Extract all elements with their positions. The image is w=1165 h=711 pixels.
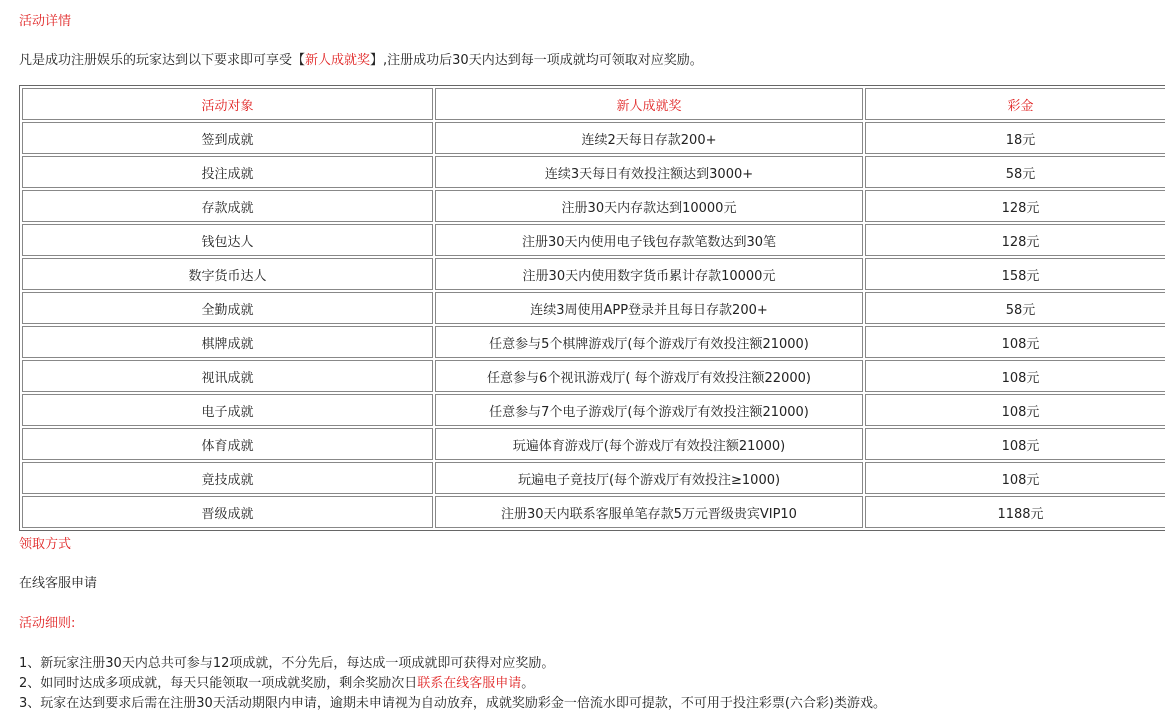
cell-requirement: 连续2天每日存款200+ [435, 122, 863, 154]
intro-text-before: 凡是成功注册娱乐的玩家达到以下要求即可享受【 [19, 53, 306, 68]
cell-target: 体育成就 [22, 428, 433, 460]
intro-highlight-award-name: 新人成就奖 [305, 53, 371, 68]
cell-requirement: 任意参与7个电子游戏厅(每个游戏厅有效投注额21000) [435, 394, 863, 426]
cell-target: 棋牌成就 [22, 326, 433, 358]
cell-requirement: 玩遍体育游戏厅(每个游戏厅有效投注额21000) [435, 428, 863, 460]
table-row [22, 360, 1165, 392]
cell-requirement: 注册30天内使用数字货币累计存款10000元 [435, 258, 863, 290]
cell-target: 签到成就 [22, 122, 433, 154]
cell-requirement: 注册30天内存款达到10000元 [435, 190, 863, 222]
cell-target: 投注成就 [22, 156, 433, 188]
header-bonus: 彩金 [865, 88, 1165, 120]
cell-bonus: 128元 [865, 224, 1165, 256]
cell-target: 全勤成就 [22, 292, 433, 324]
cell-bonus: 1188元 [865, 496, 1165, 528]
table-row [22, 428, 1165, 460]
rule-item-1: 1、新玩家注册30天内总共可参与12项成就，不分先后，每达成一项成就即可获得对应奖励。 [19, 656, 555, 671]
claim-method-heading: 领取方式 [19, 537, 72, 552]
rule-2-text-after: 。 [521, 676, 535, 691]
table-row [22, 462, 1165, 494]
achievement-rewards-table [19, 85, 1165, 531]
cell-bonus: 108元 [865, 428, 1165, 460]
table-row [22, 122, 1165, 154]
cell-requirement: 任意参与5个棋牌游戏厅(每个游戏厅有效投注额21000) [435, 326, 863, 358]
cell-bonus: 158元 [865, 258, 1165, 290]
cell-target: 视讯成就 [22, 360, 433, 392]
table-row [22, 496, 1165, 528]
contact-support-highlight: 联系在线客服申请 [417, 676, 522, 691]
rules-heading: 活动细则: [19, 616, 76, 631]
cell-target: 数字货币达人 [22, 258, 433, 290]
rule-2-text-before: 2、如同时达成多项成就，每天只能领取一项成就奖励，剩余奖励次日 [19, 676, 418, 691]
rule-item-2 [19, 672, 534, 691]
table-row [22, 326, 1165, 358]
claim-method-text: 在线客服申请 [19, 576, 98, 591]
table-row [22, 156, 1165, 188]
cell-bonus: 108元 [865, 360, 1165, 392]
cell-bonus: 108元 [865, 462, 1165, 494]
cell-bonus: 128元 [865, 190, 1165, 222]
table-header-row [22, 88, 1165, 120]
rule-item-3: 3、玩家在达到要求后需在注册30天活动期限内申请，逾期未申请视为自动放弃，成就奖励彩金一倍流水即可提款，不可用于投注彩票(六合彩)类游戏。 [19, 696, 886, 711]
cell-requirement: 任意参与6个视讯游戏厅( 每个游戏厅有效投注额22000) [435, 360, 863, 392]
cell-target: 存款成就 [22, 190, 433, 222]
intro-text-after: 】,注册成功后30天内达到每一项成就均可领取对应奖励。 [370, 53, 703, 68]
cell-requirement: 连续3天每日有效投注额达到3000+ [435, 156, 863, 188]
cell-target: 钱包达人 [22, 224, 433, 256]
cell-target: 竟技成就 [22, 462, 433, 494]
table-row [22, 258, 1165, 290]
cell-requirement: 玩遍电子竟技厅(每个游戏厅有效投注≥1000) [435, 462, 863, 494]
table-row [22, 292, 1165, 324]
cell-target: 晋级成就 [22, 496, 433, 528]
table-row [22, 394, 1165, 426]
cell-bonus: 58元 [865, 292, 1165, 324]
cell-bonus: 108元 [865, 326, 1165, 358]
table-row [22, 190, 1165, 222]
cell-requirement: 注册30天内使用电子钱包存款笔数达到30笔 [435, 224, 863, 256]
cell-requirement: 连续3周使用APP登录并且每日存款200+ [435, 292, 863, 324]
header-requirement: 新人成就奖 [435, 88, 863, 120]
activity-details-heading: 活动详情 [19, 14, 72, 29]
cell-bonus: 108元 [865, 394, 1165, 426]
intro-paragraph [19, 49, 703, 68]
header-target: 活动对象 [22, 88, 433, 120]
cell-bonus: 18元 [865, 122, 1165, 154]
cell-requirement: 注册30天内联系客服单笔存款5万元晋级贵宾VIP10 [435, 496, 863, 528]
cell-bonus: 58元 [865, 156, 1165, 188]
cell-target: 电子成就 [22, 394, 433, 426]
table-row [22, 224, 1165, 256]
